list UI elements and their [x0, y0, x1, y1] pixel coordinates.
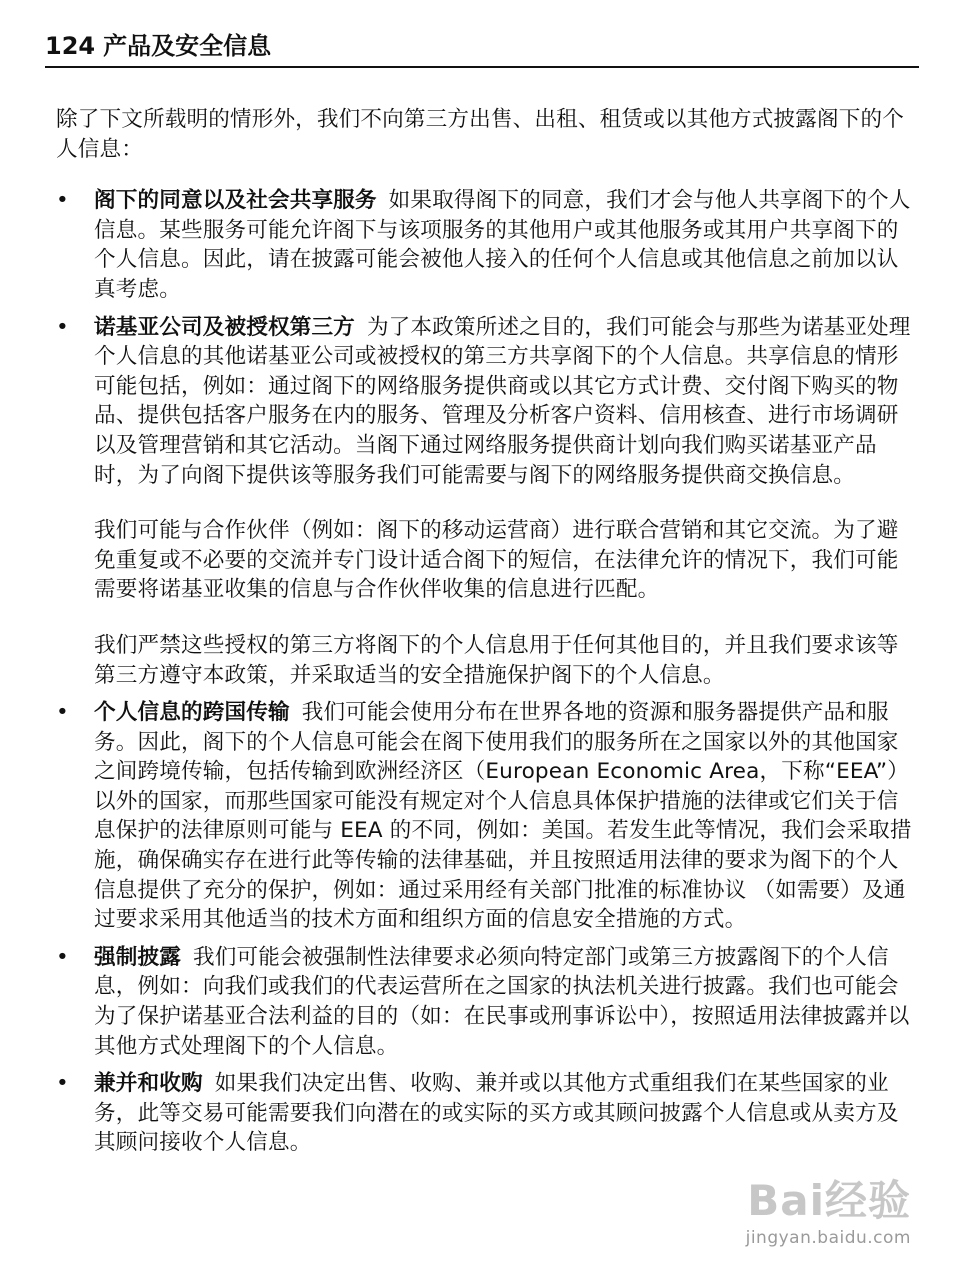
header-line — [45, 30, 919, 62]
item-paragraph — [94, 313, 916, 491]
intro-paragraph: 除了下文所载明的情形外，我们不向第三方出售、出租、租赁或以其他方式披露阁下的个人信息： — [56, 107, 905, 162]
item-text: 我们可能会被强制性法律要求必须向特定部门或第三方披露阁下的个人信息，例如：向我们或我们的代表运营所在之国家的执法机关进行披露。我们也可能会为了保护诺基亚合法利益的目的（如：在民事或刑事诉讼中），按照适用法律披露并以其他方式处理阁下的个人信息。 — [94, 944, 910, 1059]
item-sub-paragraph-restriction: 我们严禁这些授权的第三方将阁下的个人信息用于任何其他目的，并且我们要求该等第三方遵守本政策，并采取适当的安全措施保护阁下的个人信息。 — [94, 632, 899, 688]
list-item-cross-border — [56, 698, 916, 935]
list-item-mergers — [56, 1069, 916, 1158]
bullet-icon: • — [56, 188, 69, 214]
list-item-consent — [56, 186, 916, 304]
page-header — [45, 30, 919, 68]
list-item-mandatory-disclosure — [56, 943, 916, 1061]
item-term: 诺基亚公司及被授权第三方 — [94, 314, 355, 340]
bullet-icon: • — [56, 944, 69, 970]
item-text: 如果取得阁下的同意，我们才会与他人共享阁下的个人信息。某些服务可能允许阁下与该项服务的其他用户或其他服务或其用户共享阁下的个人信息。因此，请在披露可能会被他人接入的任何个人信息或其他信息之前加以认真考虑。 — [94, 188, 911, 302]
item-text: 如果我们决定出售、收购、兼并或以其他方式重组我们在某些国家的业务，此等交易可能需要我们向潜在的或实际的买方或其顾问披露个人信息或从卖方及其顾问接收个人信息。 — [94, 1071, 899, 1156]
watermark-url: jingyan.baidu.com — [745, 1228, 911, 1248]
item-paragraph — [94, 1069, 916, 1158]
item-term: 阁下的同意以及社会共享服务 — [94, 188, 377, 214]
item-sub-paragraph-marketing: 我们可能与合作伙伴（例如：阁下的移动运营商）进行联合营销和其它交流。为了避免重复或不必要的交流并专门设计适合阁下的短信，在法律允许的情况下，我们可能需要将诺基亚收集的信息与合作伙伴收集的信息进行匹配。 — [94, 518, 899, 603]
bullet-icon: • — [56, 700, 69, 726]
document-body — [56, 105, 916, 1166]
item-term: 强制披露 — [94, 944, 181, 970]
bullet-icon: • — [56, 1071, 69, 1097]
page-title: 产品及安全信息 — [103, 32, 272, 60]
page-number: 124 — [45, 32, 96, 60]
watermark — [746, 1168, 911, 1248]
item-paragraph — [94, 698, 916, 935]
item-text: 为了本政策所述之目的，我们可能会与那些为诺基亚处理个人信息的其他诺基亚公司或被授权的第三方共享阁下的个人信息。共享信息的情形可能包括，例如：通过阁下的网络服务提供商或以其它方式计费、交付阁下购买的物品、提供包括客户服务在内的服务、管理及分析客户资料、信用核查、进行市场调研以及管理营销和其它活动。当阁下通过网络服务提供商计划向我们购买诺基亚产品时，为了向阁下提供该等服务我们可能需要与阁下的网络服务提供商交换信息。 — [94, 314, 911, 488]
item-paragraph — [94, 943, 916, 1061]
list-item-third-party — [56, 313, 916, 691]
item-term: 个人信息的跨国传输 — [94, 700, 290, 726]
item-paragraph — [94, 186, 916, 304]
item-text: 我们可能会使用分布在世界各地的资源和服务器提供产品和服务。因此，阁下的个人信息可能会在阁下使用我们的服务所在之国家以外的其他国家之间跨境传输，包括传输到欧洲经济区（European Economic Area，下称“EEA”）以外的国家，而那些国家可能没有规定对个人信息具体保护措施的法律或它们关于信息保护的法律原则可能与 EEA 的不同，例如：美国。若发生此等情况，我们会采取措施，确保确实存在进行此等传输的法律基础，并且按照适用法律的要求为阁下的个人信息提供了充分的保护，例如：通过采用经有关部门批准的标准协议 （如需要）及通过要求采用其他适当的技术方面和组织方面的信息安全措施的方式。 — [94, 700, 912, 933]
bullet-icon: • — [56, 314, 69, 340]
item-term: 兼并和收购 — [94, 1071, 203, 1097]
watermark-logo: Bai经验 — [747, 1176, 911, 1225]
